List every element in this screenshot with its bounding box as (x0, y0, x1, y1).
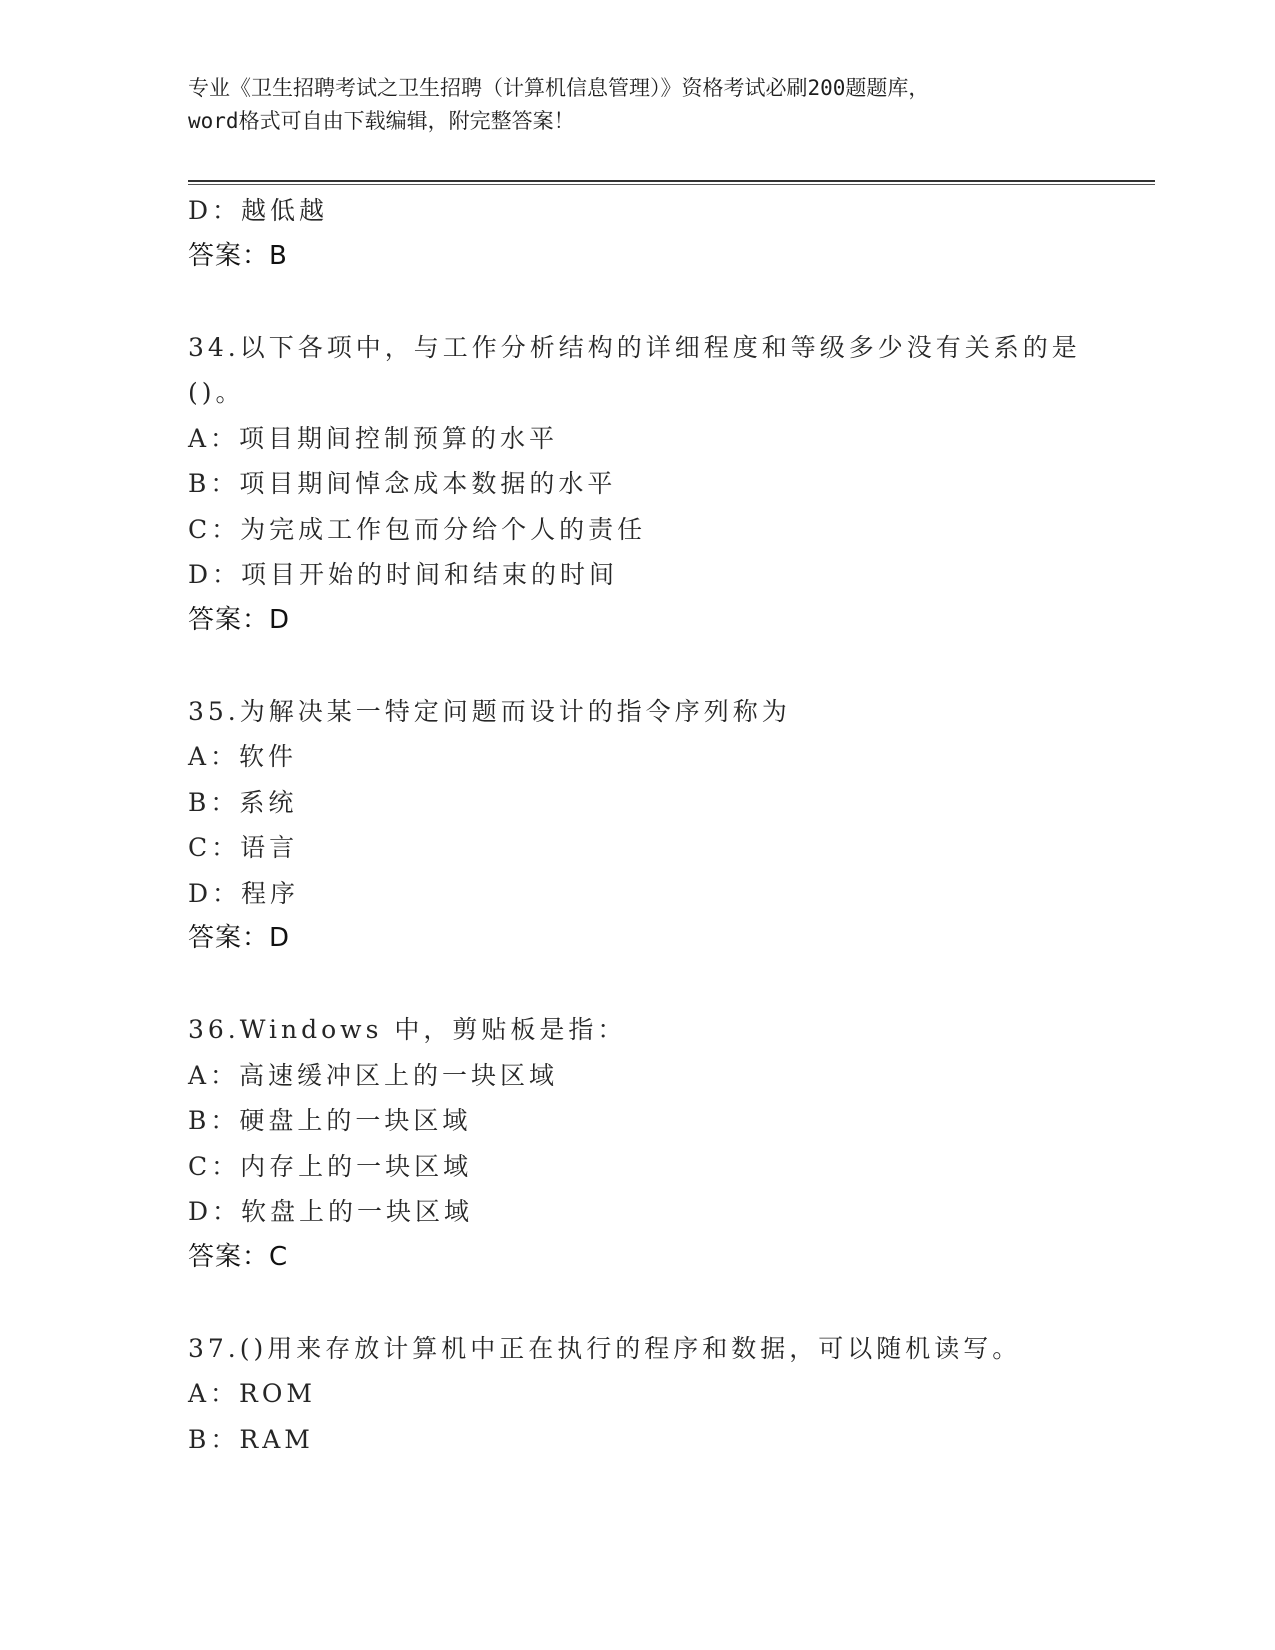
option-d: D：程序 (188, 878, 300, 908)
header-divider-thin (188, 184, 1155, 185)
spacer (188, 643, 1108, 689)
header-title-line-2: word格式可自由下载编辑，附完整答案！ (188, 109, 575, 133)
answer: 答案：C (188, 1241, 289, 1272)
option-c: C：语言 (188, 833, 299, 862)
spacer (188, 962, 1108, 1008)
option-b: B：系统 (188, 787, 298, 817)
question-stem: 35.为解决某一特定问题而设计的指令序列称为 (188, 696, 791, 726)
question-stem: 36.Windows 中，剪贴板是指： (188, 1015, 627, 1044)
document-header (188, 72, 1088, 138)
question-37 (188, 1326, 1108, 1463)
option-a: A：高速缓冲区上的一块区域 (188, 1060, 559, 1090)
spacer (188, 279, 1108, 325)
question-list (188, 188, 1108, 1462)
prev-option-d: D：越低越 (188, 196, 329, 225)
option-d: D：软盘上的一块区域 (188, 1197, 474, 1226)
prev-answer: 答案：B (188, 240, 288, 271)
question-stem-continued: ()。 (188, 378, 245, 407)
question-35 (188, 689, 1108, 962)
question-36 (188, 1007, 1108, 1280)
question-stem: 37.()用来存放计算机中正在执行的程序和数据，可以随机读写。 (188, 1333, 1022, 1363)
spacer (188, 1280, 1108, 1326)
question-stem: 34.以下各项中，与工作分析结构的详细程度和等级多少没有关系的是 (188, 332, 1081, 362)
option-b: B：RAM (188, 1424, 314, 1454)
header-title-line-1: 专业《卫生招聘考试之卫生招聘（计算机信息管理）》资格考试必刷200题题库， (188, 76, 930, 100)
option-a: A：项目期间控制预算的水平 (188, 423, 559, 453)
option-a: A：软件 (188, 742, 298, 771)
option-c: C：为完成工作包而分给个人的责任 (188, 514, 647, 544)
answer: 答案：D (188, 923, 291, 953)
answer: 答案：D (188, 604, 291, 635)
option-c: C：内存上的一块区域 (188, 1151, 473, 1181)
header-divider-thick (188, 180, 1155, 182)
option-b: B：项目期间悼念成本数据的水平 (188, 469, 617, 498)
option-d: D：项目开始的时间和结束的时间 (188, 560, 619, 589)
option-b: B：硬盘上的一块区域 (188, 1106, 472, 1135)
option-a: A：ROM (188, 1379, 316, 1408)
question-34 (188, 325, 1108, 644)
